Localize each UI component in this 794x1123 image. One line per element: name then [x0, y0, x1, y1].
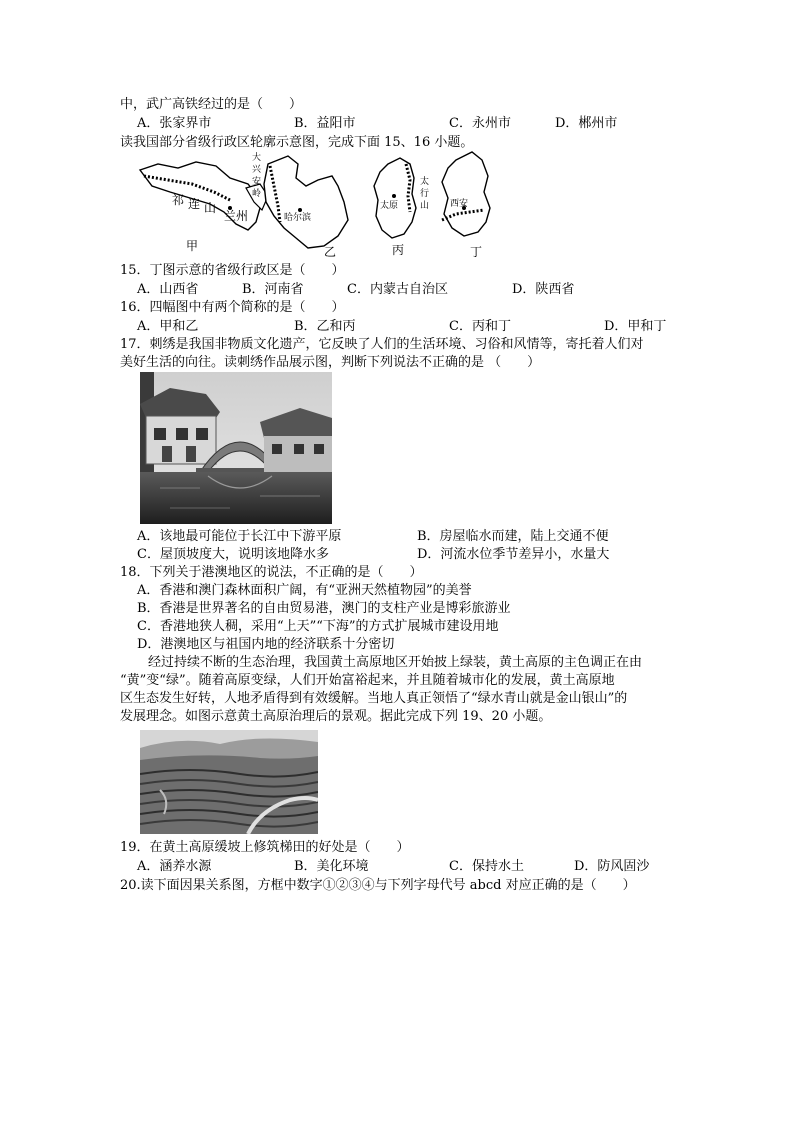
q18-option-d[interactable]: D．港澳地区与祖国内地的经济联系十分密切 — [137, 637, 395, 652]
map-jia-gansu — [140, 162, 268, 253]
q19-option-c[interactable]: C．保持水土 — [449, 859, 524, 874]
map-bing-shanxi — [374, 158, 429, 257]
q14-option-b[interactable]: B．益阳市 — [294, 116, 356, 131]
yi-label-ling: 岭 — [252, 189, 262, 199]
q19-option-d[interactable]: D．防风固沙 — [574, 859, 650, 874]
q15-option-b[interactable]: B．河南省 — [242, 282, 304, 297]
q18-option-b[interactable]: B．香港是世界著名的自由贸易港，澳门的支柱产业是博彩旅游业 — [137, 601, 511, 616]
yi-label-xing: 兴 — [252, 165, 262, 175]
yi-label-da: 大 — [252, 153, 262, 163]
q15-option-c[interactable]: C．内蒙古自治区 — [347, 282, 448, 297]
ding-label-xian: 西安 — [450, 199, 469, 209]
map-yi-caption: 乙 — [324, 245, 337, 259]
q16-option-b[interactable]: B．乙和丙 — [294, 319, 356, 334]
map-jia-caption: 甲 — [186, 239, 199, 253]
q14-option-a[interactable]: A．张家界市 — [137, 116, 212, 131]
q17-stem-line1: 17．刺绣是我国非物质文化遗产，它反映了人们的生活环境、习俗和风情等，寄托着人们对 — [120, 337, 644, 352]
loess-terrace-image — [140, 730, 318, 834]
q18-stem: 18．下列关于港澳地区的说法，不正确的是（ ） — [120, 565, 423, 580]
map-bing-caption: 丙 — [392, 243, 405, 257]
passage-line-2: “黄”变“绿”。随着高原变绿，人们开始富裕起来，并且随着城市化的发展，黄土高原地 — [120, 673, 615, 688]
province-outline-figure — [138, 150, 678, 262]
q14-option-d[interactable]: D．郴州市 — [555, 116, 618, 131]
yi-label-an: 安 — [252, 177, 262, 187]
q16-option-c[interactable]: C．丙和丁 — [449, 319, 511, 334]
q19-option-a[interactable]: A．涵养水源 — [137, 859, 212, 874]
jia-label-lian: 连 — [188, 197, 201, 211]
jia-label-lanzhou: 兰州 — [224, 209, 249, 223]
q16-option-a[interactable]: A．甲和乙 — [137, 319, 199, 334]
bing-label-hang: 行 — [420, 189, 430, 199]
q14-option-c[interactable]: C．永州市 — [449, 116, 511, 131]
q17-option-b[interactable]: B．房屋临水而建，陆上交通不便 — [417, 529, 609, 544]
jia-label-shan: 山 — [204, 201, 217, 215]
q18-option-a[interactable]: A．香港和澳门森林面积广阔，有“亚洲天然植物园”的美誉 — [137, 583, 472, 598]
q16-option-d[interactable]: D．甲和丁 — [604, 319, 667, 334]
map-ding-caption: 丁 — [470, 245, 483, 259]
map-yi-heilongjiang — [252, 151, 348, 259]
map-ding-shaanxi — [442, 152, 490, 259]
q20-stem: 20.读下面因果关系图，方框中数字①②③④与下列字母代号 abcd 对应正确的是（ ） — [120, 878, 636, 893]
q15-option-d[interactable]: D．陕西省 — [512, 282, 575, 297]
jia-label-qi: 祁 — [172, 193, 185, 207]
q18-option-c[interactable]: C．香港地狭人稠，采用“上天”“下海”的方式扩展城市建设用地 — [137, 619, 499, 634]
bing-label-taiyuan: 太原 — [380, 201, 399, 211]
yi-label-haerbin: 哈尔滨 — [284, 213, 312, 223]
intro-15-16: 读我国部分省级行政区轮廓示意图，完成下面 15、16 小题。 — [120, 135, 474, 150]
q16-stem: 16．四幅图中有两个简称的是（ ） — [120, 300, 345, 315]
embroidery-image — [140, 372, 332, 524]
q17-option-a[interactable]: A．该地最可能位于长江中下游平原 — [137, 529, 342, 544]
q14-stem: 中，武广高铁经过的是（ ） — [120, 97, 303, 112]
passage-line-4: 发展理念。如图示意黄土高原治理后的景观。据此完成下列 19、20 小题。 — [120, 709, 552, 724]
q15-option-a[interactable]: A．山西省 — [137, 282, 199, 297]
q15-stem: 15．丁图示意的省级行政区是（ ） — [120, 263, 345, 278]
bing-label-shan: 山 — [420, 201, 430, 211]
passage-line-3: 区生态发生好转，人地矛盾得到有效缓解。当地人真正领悟了“绿水青山就是金山银山”的 — [120, 691, 628, 706]
q17-option-d[interactable]: D．河流水位季节差异小，水量大 — [417, 547, 610, 562]
q19-option-b[interactable]: B．美化环境 — [294, 859, 369, 874]
bing-label-tai: 太 — [420, 177, 430, 187]
passage-line-1: 经过持续不断的生态治理，我国黄土高原地区开始披上绿装，黄土高原的主色调正在由 — [148, 655, 643, 670]
q19-stem: 19．在黄土高原缓坡上修筑梯田的好处是（ ） — [120, 840, 410, 855]
q17-option-c[interactable]: C．屋顶坡度大，说明该地降水多 — [137, 547, 329, 562]
q17-stem-line2: 美好生活的向往。读刺绣作品展示图，判断下列说法不正确的是 （ ） — [120, 355, 541, 370]
